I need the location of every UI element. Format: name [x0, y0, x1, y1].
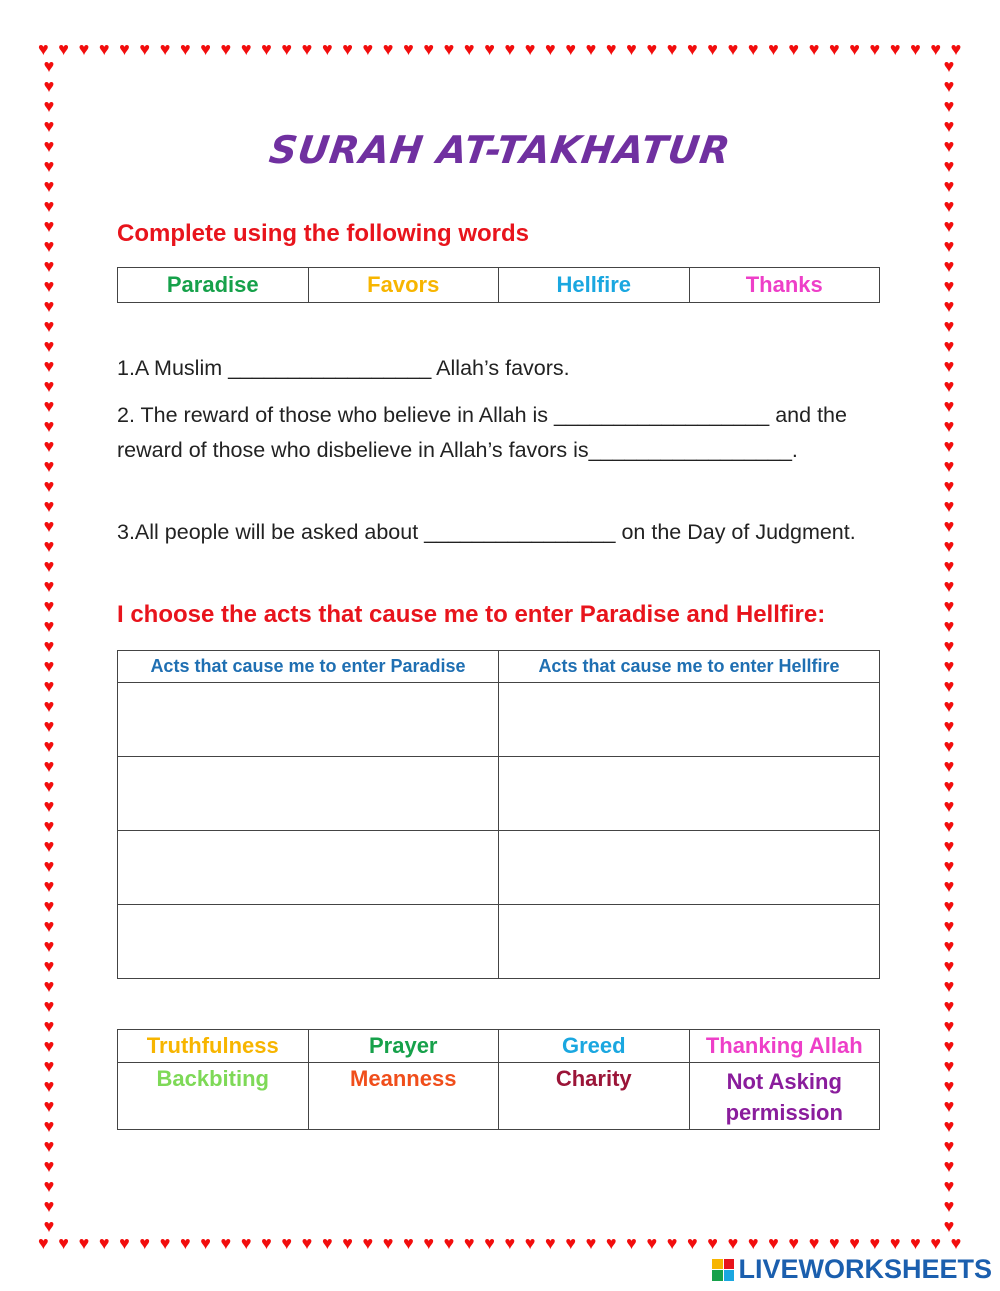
heart-icon: ♥: [43, 816, 55, 836]
heart-icon: ♥: [43, 116, 55, 136]
heart-icon: ♥: [910, 39, 921, 59]
heart-icon: ♥: [889, 1233, 901, 1253]
heart-icon: ♥: [943, 916, 955, 936]
heart-icon: ♥: [943, 1216, 955, 1236]
heart-icon: ♥: [43, 296, 55, 316]
heart-icon: ♥: [943, 556, 955, 576]
acts-header-paradise: Acts that cause me to enter Paradise: [118, 651, 499, 683]
heart-icon: ♥: [43, 176, 55, 196]
heart-icon: ♥: [78, 39, 90, 59]
heart-icon: ♥: [43, 536, 55, 556]
heart-border-right: [938, 56, 960, 1236]
heart-icon: ♥: [179, 1233, 191, 1253]
heart-icon: ♥: [43, 496, 55, 516]
heart-icon: ♥: [707, 1233, 718, 1253]
heart-icon: ♥: [943, 476, 955, 496]
heart-icon: ♥: [943, 1176, 955, 1196]
heart-icon: ♥: [943, 496, 955, 516]
heart-icon: ♥: [43, 856, 55, 876]
heart-icon: ♥: [943, 696, 955, 716]
question-1: 1.A Muslim _________________ Allah’s favors.: [117, 356, 570, 380]
choice-item[interactable]: Greed: [499, 1030, 690, 1063]
heart-icon: ♥: [43, 876, 55, 896]
heart-icon: ♥: [119, 1233, 130, 1253]
drop-cell-hellfire[interactable]: [499, 905, 880, 979]
heart-icon: ♥: [281, 39, 293, 59]
heart-icon: ♥: [585, 1233, 597, 1253]
section-heading-choose: I choose the acts that cause me to enter Paradise and Hellfire:: [117, 601, 826, 628]
heart-icon: ♥: [707, 39, 718, 59]
heart-icon: ♥: [666, 1233, 678, 1253]
heart-icon: ♥: [43, 716, 55, 736]
heart-icon: ♥: [43, 236, 55, 256]
heart-icon: ♥: [849, 1233, 860, 1253]
heart-icon: ♥: [646, 39, 658, 59]
heart-icon: ♥: [220, 1233, 232, 1253]
heart-icon: ♥: [43, 756, 55, 776]
question-3: 3.All people will be asked about ________________ on the Day of Judgment.: [117, 520, 856, 544]
heart-icon: ♥: [930, 1233, 942, 1253]
heart-icon: ♥: [43, 516, 55, 536]
heart-icon: ♥: [43, 1076, 55, 1096]
heart-icon: ♥: [545, 39, 556, 59]
heart-icon: ♥: [808, 39, 820, 59]
heart-icon: ♥: [43, 596, 55, 616]
heart-icon: ♥: [565, 39, 576, 59]
heart-icon: ♥: [43, 336, 55, 356]
heart-border-top: [38, 38, 962, 60]
heart-icon: ♥: [261, 1233, 272, 1253]
heart-icon: ♥: [687, 39, 698, 59]
heart-icon: ♥: [943, 796, 955, 816]
heart-icon: ♥: [545, 1233, 556, 1253]
heart-icon: ♥: [943, 196, 955, 216]
heart-icon: ♥: [943, 256, 955, 276]
heart-icon: ♥: [382, 39, 394, 59]
heart-icon: ♥: [98, 1233, 110, 1253]
heart-icon: ♥: [179, 39, 191, 59]
heart-icon: ♥: [808, 1233, 820, 1253]
heart-icon: ♥: [43, 1196, 55, 1216]
heart-icon: ♥: [43, 916, 55, 936]
heart-icon: ♥: [119, 39, 130, 59]
heart-icon: ♥: [43, 1036, 55, 1056]
heart-icon: ♥: [524, 39, 536, 59]
heart-icon: ♥: [943, 996, 955, 1016]
heart-icon: ♥: [943, 956, 955, 976]
heart-icon: ♥: [43, 196, 55, 216]
heart-icon: ♥: [38, 1233, 49, 1253]
heart-icon: ♥: [43, 76, 55, 96]
heart-icon: ♥: [943, 56, 955, 76]
drop-cell-paradise[interactable]: [118, 905, 499, 979]
drop-cell-hellfire[interactable]: [499, 683, 880, 757]
heart-icon: ♥: [484, 39, 495, 59]
heart-icon: ♥: [504, 1233, 516, 1253]
heart-icon: ♥: [443, 1233, 455, 1253]
heart-icon: ♥: [43, 1016, 55, 1036]
heart-icon: ♥: [240, 39, 252, 59]
heart-icon: ♥: [585, 39, 597, 59]
heart-icon: ♥: [43, 216, 55, 236]
heart-icon: ♥: [362, 39, 374, 59]
heart-icon: ♥: [687, 1233, 698, 1253]
heart-icon: ♥: [930, 39, 942, 59]
heart-icon: ♥: [43, 656, 55, 676]
heart-icon: ♥: [43, 556, 55, 576]
heart-icon: ♥: [220, 39, 232, 59]
heart-icon: ♥: [342, 1233, 353, 1253]
heart-icon: ♥: [828, 39, 840, 59]
heart-icon: ♥: [43, 1156, 55, 1176]
heart-icon: ♥: [910, 1233, 921, 1253]
liveworksheets-logo-icon: [712, 1259, 734, 1281]
heart-icon: ♥: [943, 336, 955, 356]
drop-cell-hellfire[interactable]: [499, 757, 880, 831]
word-bank-item[interactable]: Hellfire: [499, 268, 690, 303]
heart-icon: ♥: [788, 1233, 800, 1253]
heart-icon: ♥: [828, 1233, 840, 1253]
heart-icon: ♥: [943, 276, 955, 296]
heart-icon: ♥: [943, 1076, 955, 1096]
heart-icon: ♥: [943, 576, 955, 596]
page-title: SURAH AT-TAKHATUR: [266, 128, 734, 172]
heart-icon: ♥: [362, 1233, 374, 1253]
heart-icon: ♥: [463, 39, 475, 59]
heart-icon: ♥: [43, 1176, 55, 1196]
heart-icon: ♥: [666, 39, 678, 59]
heart-icon: ♥: [43, 936, 55, 956]
heart-icon: ♥: [943, 76, 955, 96]
heart-icon: ♥: [43, 416, 55, 436]
heart-icon: ♥: [43, 396, 55, 416]
heart-icon: ♥: [43, 836, 55, 856]
word-bank-item[interactable]: Paradise: [118, 268, 309, 303]
drop-cell-paradise[interactable]: [118, 757, 499, 831]
heart-icon: ♥: [43, 276, 55, 296]
heart-icon: ♥: [43, 136, 55, 156]
choice-item[interactable]: Meanness: [308, 1063, 499, 1130]
heart-icon: ♥: [943, 616, 955, 636]
heart-icon: ♥: [943, 536, 955, 556]
heart-icon: ♥: [159, 1233, 171, 1253]
heart-icon: ♥: [943, 176, 955, 196]
drop-cell-paradise[interactable]: [118, 831, 499, 905]
heart-icon: ♥: [98, 39, 110, 59]
heart-icon: ♥: [943, 1036, 955, 1056]
heart-icon: ♥: [58, 1233, 69, 1253]
heart-icon: ♥: [321, 1233, 333, 1253]
heart-border-left: [38, 56, 60, 1236]
acts-table: [117, 650, 880, 979]
heart-icon: ♥: [849, 39, 860, 59]
heart-icon: ♥: [943, 736, 955, 756]
word-bank-item[interactable]: Thanks: [689, 268, 880, 303]
heart-icon: ♥: [889, 39, 901, 59]
heart-icon: ♥: [43, 676, 55, 696]
heart-icon: ♥: [139, 39, 151, 59]
heart-icon: ♥: [727, 1233, 739, 1253]
heart-icon: ♥: [321, 39, 333, 59]
heart-icon: ♥: [200, 39, 211, 59]
heart-icon: ♥: [943, 776, 955, 796]
heart-icon: ♥: [43, 356, 55, 376]
heart-icon: ♥: [943, 156, 955, 176]
heart-icon: ♥: [943, 376, 955, 396]
heart-icon: ♥: [943, 216, 955, 236]
heart-icon: ♥: [43, 56, 55, 76]
word-bank-table: [117, 267, 880, 303]
heart-icon: ♥: [747, 39, 759, 59]
heart-icon: ♥: [43, 776, 55, 796]
heart-icon: ♥: [869, 1233, 881, 1253]
heart-icon: ♥: [943, 1156, 955, 1176]
heart-icon: ♥: [524, 1233, 536, 1253]
drop-cell-hellfire[interactable]: [499, 831, 880, 905]
brand-logo: [712, 1254, 992, 1285]
heart-icon: ♥: [301, 39, 313, 59]
choice-item[interactable]: Thanking Allah: [689, 1030, 880, 1063]
heart-icon: ♥: [261, 39, 272, 59]
heart-icon: ♥: [943, 876, 955, 896]
heart-icon: ♥: [943, 1016, 955, 1036]
heart-icon: ♥: [943, 936, 955, 956]
heart-icon: ♥: [943, 436, 955, 456]
choice-item[interactable]: Truthfulness: [118, 1030, 309, 1063]
heart-icon: ♥: [943, 756, 955, 776]
heart-icon: ♥: [301, 1233, 313, 1253]
heart-icon: ♥: [950, 39, 962, 59]
heart-icon: ♥: [943, 316, 955, 336]
heart-icon: ♥: [943, 656, 955, 676]
heart-icon: ♥: [58, 39, 69, 59]
heart-icon: ♥: [943, 976, 955, 996]
heart-icon: ♥: [423, 39, 435, 59]
heart-icon: ♥: [200, 1233, 211, 1253]
heart-icon: ♥: [943, 416, 955, 436]
heart-icon: ♥: [342, 39, 353, 59]
heart-icon: ♥: [78, 1233, 90, 1253]
heart-icon: ♥: [869, 39, 881, 59]
heart-icon: ♥: [943, 836, 955, 856]
heart-icon: ♥: [605, 1233, 617, 1253]
choice-item[interactable]: Charity: [499, 1063, 690, 1130]
heart-icon: ♥: [943, 596, 955, 616]
heart-icon: ♥: [943, 396, 955, 416]
drop-cell-paradise[interactable]: [118, 683, 499, 757]
heart-icon: ♥: [943, 96, 955, 116]
heart-icon: ♥: [43, 736, 55, 756]
heart-icon: ♥: [626, 1233, 637, 1253]
heart-icon: ♥: [139, 1233, 151, 1253]
heart-icon: ♥: [43, 896, 55, 916]
heart-icon: ♥: [43, 576, 55, 596]
heart-icon: ♥: [943, 356, 955, 376]
heart-icon: ♥: [950, 1233, 962, 1253]
heart-icon: ♥: [626, 39, 637, 59]
heart-icon: ♥: [943, 676, 955, 696]
heart-icon: ♥: [943, 236, 955, 256]
brand-name: LIVEWORKSHEETS: [738, 1254, 992, 1284]
heart-icon: ♥: [240, 1233, 252, 1253]
heart-icon: ♥: [382, 1233, 394, 1253]
choices-table: [117, 1029, 880, 1130]
heart-icon: ♥: [43, 996, 55, 1016]
heart-icon: ♥: [768, 39, 779, 59]
heart-icon: ♥: [727, 39, 739, 59]
word-bank-item[interactable]: Favors: [308, 268, 499, 303]
heart-icon: ♥: [943, 816, 955, 836]
question-2: 2. The reward of those who believe in Allah is __________________ and the reward of those who disbelieve in Allah’s favors is_________________.: [117, 403, 847, 462]
heart-icon: ♥: [605, 39, 617, 59]
heart-icon: ♥: [484, 1233, 495, 1253]
heart-icon: ♥: [43, 956, 55, 976]
heart-icon: ♥: [43, 976, 55, 996]
heart-icon: ♥: [943, 636, 955, 656]
heart-icon: ♥: [747, 1233, 759, 1253]
heart-icon: ♥: [943, 1136, 955, 1156]
heart-icon: ♥: [943, 116, 955, 136]
choice-item[interactable]: Prayer: [308, 1030, 499, 1063]
heart-icon: ♥: [943, 716, 955, 736]
heart-icon: ♥: [403, 1233, 414, 1253]
heart-icon: ♥: [43, 156, 55, 176]
heart-icon: ♥: [943, 1196, 955, 1216]
heart-icon: ♥: [43, 1116, 55, 1136]
choice-item[interactable]: Backbiting: [118, 1063, 309, 1130]
heart-icon: ♥: [768, 1233, 779, 1253]
heart-icon: ♥: [443, 39, 455, 59]
heart-icon: ♥: [943, 1116, 955, 1136]
heart-icon: ♥: [423, 1233, 435, 1253]
heart-icon: ♥: [943, 516, 955, 536]
heart-icon: ♥: [943, 856, 955, 876]
heart-icon: ♥: [281, 1233, 293, 1253]
heart-icon: ♥: [43, 476, 55, 496]
heart-icon: ♥: [43, 436, 55, 456]
heart-icon: ♥: [43, 256, 55, 276]
heart-icon: ♥: [38, 39, 49, 59]
heart-icon: ♥: [43, 1096, 55, 1116]
heart-icon: ♥: [943, 1096, 955, 1116]
heart-icon: ♥: [943, 456, 955, 476]
heart-icon: ♥: [943, 296, 955, 316]
heart-icon: ♥: [504, 39, 516, 59]
heart-icon: ♥: [463, 1233, 475, 1253]
heart-icon: ♥: [43, 1216, 55, 1236]
heart-icon: ♥: [565, 1233, 576, 1253]
heart-icon: ♥: [43, 696, 55, 716]
heart-icon: ♥: [159, 39, 171, 59]
heart-icon: ♥: [43, 616, 55, 636]
heart-icon: ♥: [43, 636, 55, 656]
choice-item[interactable]: Not Asking permission: [689, 1063, 880, 1130]
section-heading-complete: Complete using the following words: [117, 220, 529, 247]
heart-icon: ♥: [943, 896, 955, 916]
heart-icon: ♥: [646, 1233, 658, 1253]
heart-icon: ♥: [43, 1136, 55, 1156]
heart-icon: ♥: [43, 456, 55, 476]
heart-border-bottom: [38, 1232, 962, 1254]
heart-icon: ♥: [43, 316, 55, 336]
heart-icon: ♥: [403, 39, 414, 59]
heart-icon: ♥: [43, 376, 55, 396]
heart-icon: ♥: [943, 1056, 955, 1076]
acts-header-hellfire: Acts that cause me to enter Hellfire: [499, 651, 880, 683]
heart-icon: ♥: [943, 136, 955, 156]
heart-icon: ♥: [43, 796, 55, 816]
heart-icon: ♥: [788, 39, 800, 59]
heart-icon: ♥: [43, 1056, 55, 1076]
heart-icon: ♥: [43, 96, 55, 116]
